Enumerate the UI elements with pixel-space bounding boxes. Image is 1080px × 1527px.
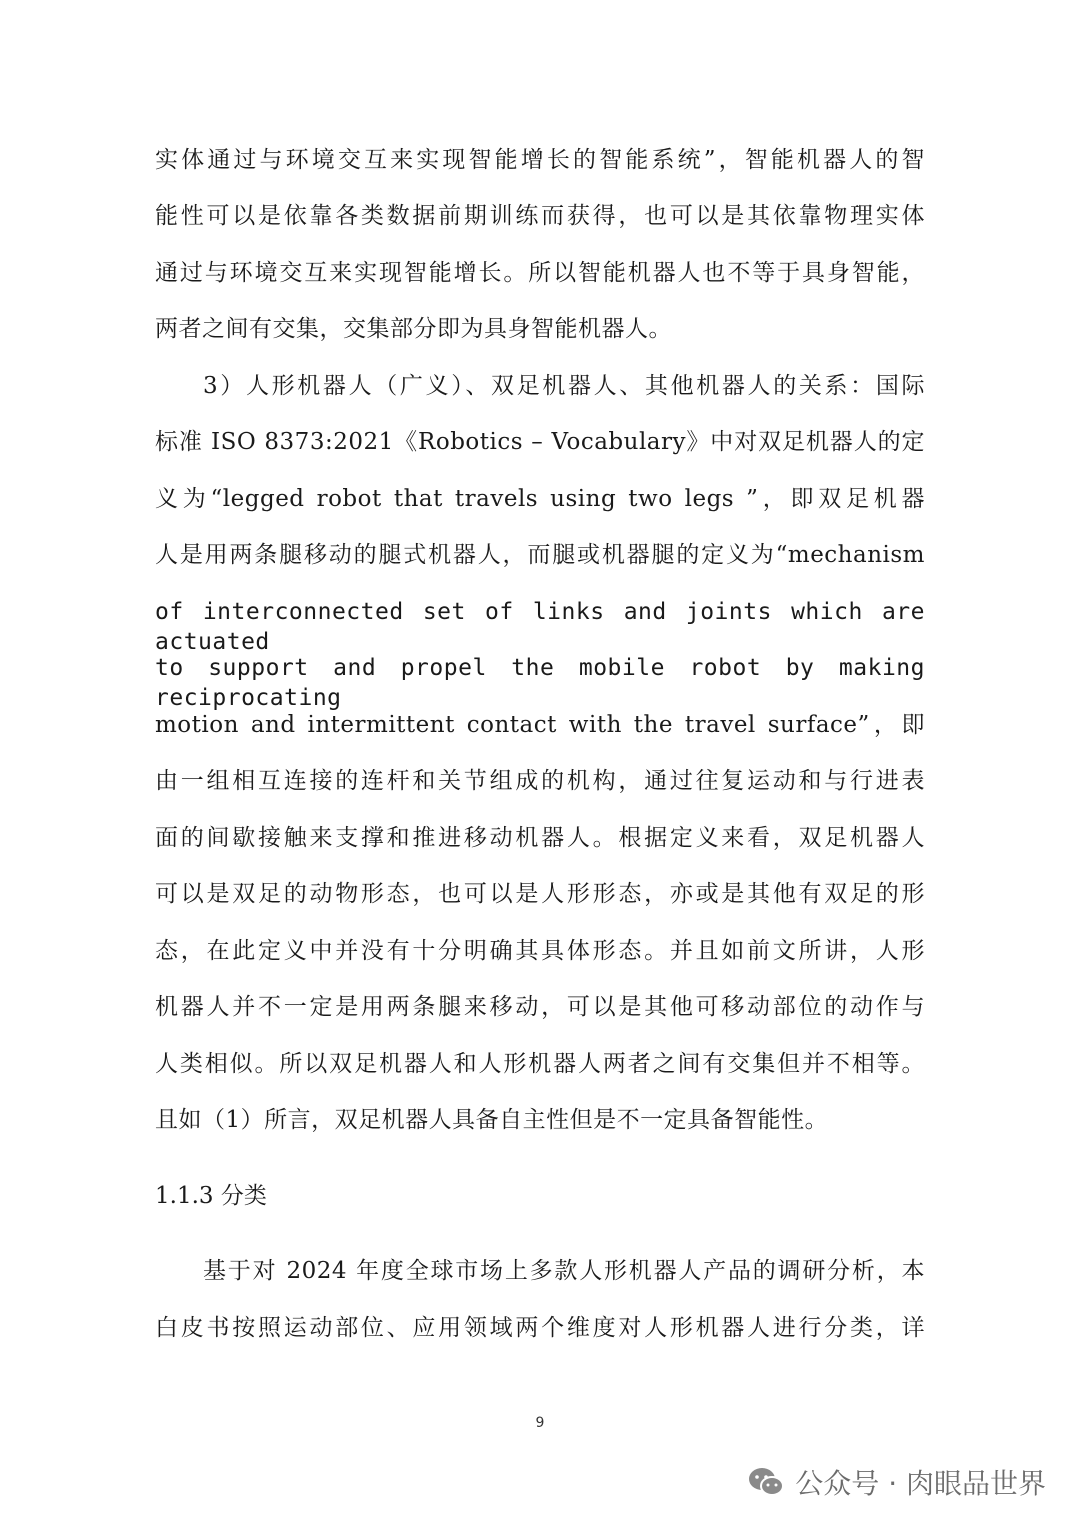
paragraph1-line: 能性可以是依靠各类数据前期训练而获得，也可以是其依靠物理实体	[155, 203, 925, 229]
paragraph2-line: 义为“legged robot that travels using two legs ”，即双足机器	[155, 486, 925, 512]
section-heading: 1.1.3 分类	[155, 1183, 267, 1209]
paragraph1-line: 两者之间有交集，交集部分即为具身智能机器人。	[155, 316, 672, 342]
paragraph1-line: 通过与环境交互来实现智能增长。所以智能机器人也不等于具身智能，	[155, 260, 925, 286]
paragraph2-line: 3）人形机器人（广义）、双足机器人、其他机器人的关系：国际	[203, 373, 925, 399]
watermark	[747, 1462, 1046, 1502]
paragraph3-line: 基于对 2024 年度全球市场上多款人形机器人产品的调研分析，本	[203, 1258, 925, 1284]
paragraph2-line: 态，在此定义中并没有十分明确其具体形态。并且如前文所讲，人形	[155, 938, 925, 964]
paragraph2-line: 面的间歇接触来支撑和推进移动机器人。根据定义来看，双足机器人	[155, 825, 925, 851]
watermark-text: 公众号 · 肉眼品世界	[795, 1467, 1046, 1500]
page-number: 9	[535, 1415, 545, 1431]
paragraph2-line: 且如（1）所言，双足机器人具备自主性但是不一定具备智能性。	[155, 1107, 829, 1133]
paragraph2-line: to support and propel the mobile robot by making reciprocating	[155, 655, 925, 711]
paragraph2-line: 人是用两条腿移动的腿式机器人，而腿或机器腿的定义为“mechanism	[155, 542, 925, 568]
paragraph3-line: 白皮书按照运动部位、应用领域两个维度对人形机器人进行分类，详	[155, 1315, 925, 1341]
paragraph2-line: 可以是双足的动物形态，也可以是人形形态，亦或是其他有双足的形	[155, 881, 925, 907]
paragraph2-line: 由一组相互连接的连杆和关节组成的机构，通过往复运动和与行进表	[155, 768, 925, 794]
wechat-icon	[747, 1466, 785, 1498]
paragraph2-line: of interconnected set of links and joints which are actuated	[155, 599, 925, 655]
paragraph2-line: 机器人并不一定是用两条腿来移动，可以是其他可移动部位的动作与	[155, 994, 925, 1020]
paragraph2-line: 人类相似。所以双足机器人和人形机器人两者之间有交集但并不相等。	[155, 1051, 925, 1077]
paragraph2-line: motion and intermittent contact with the travel surface”，即	[155, 712, 925, 738]
paragraph1-line: 实体通过与环境交互来实现智能增长的智能系统”，智能机器人的智	[155, 147, 925, 173]
paragraph2-line: 标准 ISO 8373:2021《Robotics – Vocabulary》中对双足机器人的定	[155, 429, 925, 455]
